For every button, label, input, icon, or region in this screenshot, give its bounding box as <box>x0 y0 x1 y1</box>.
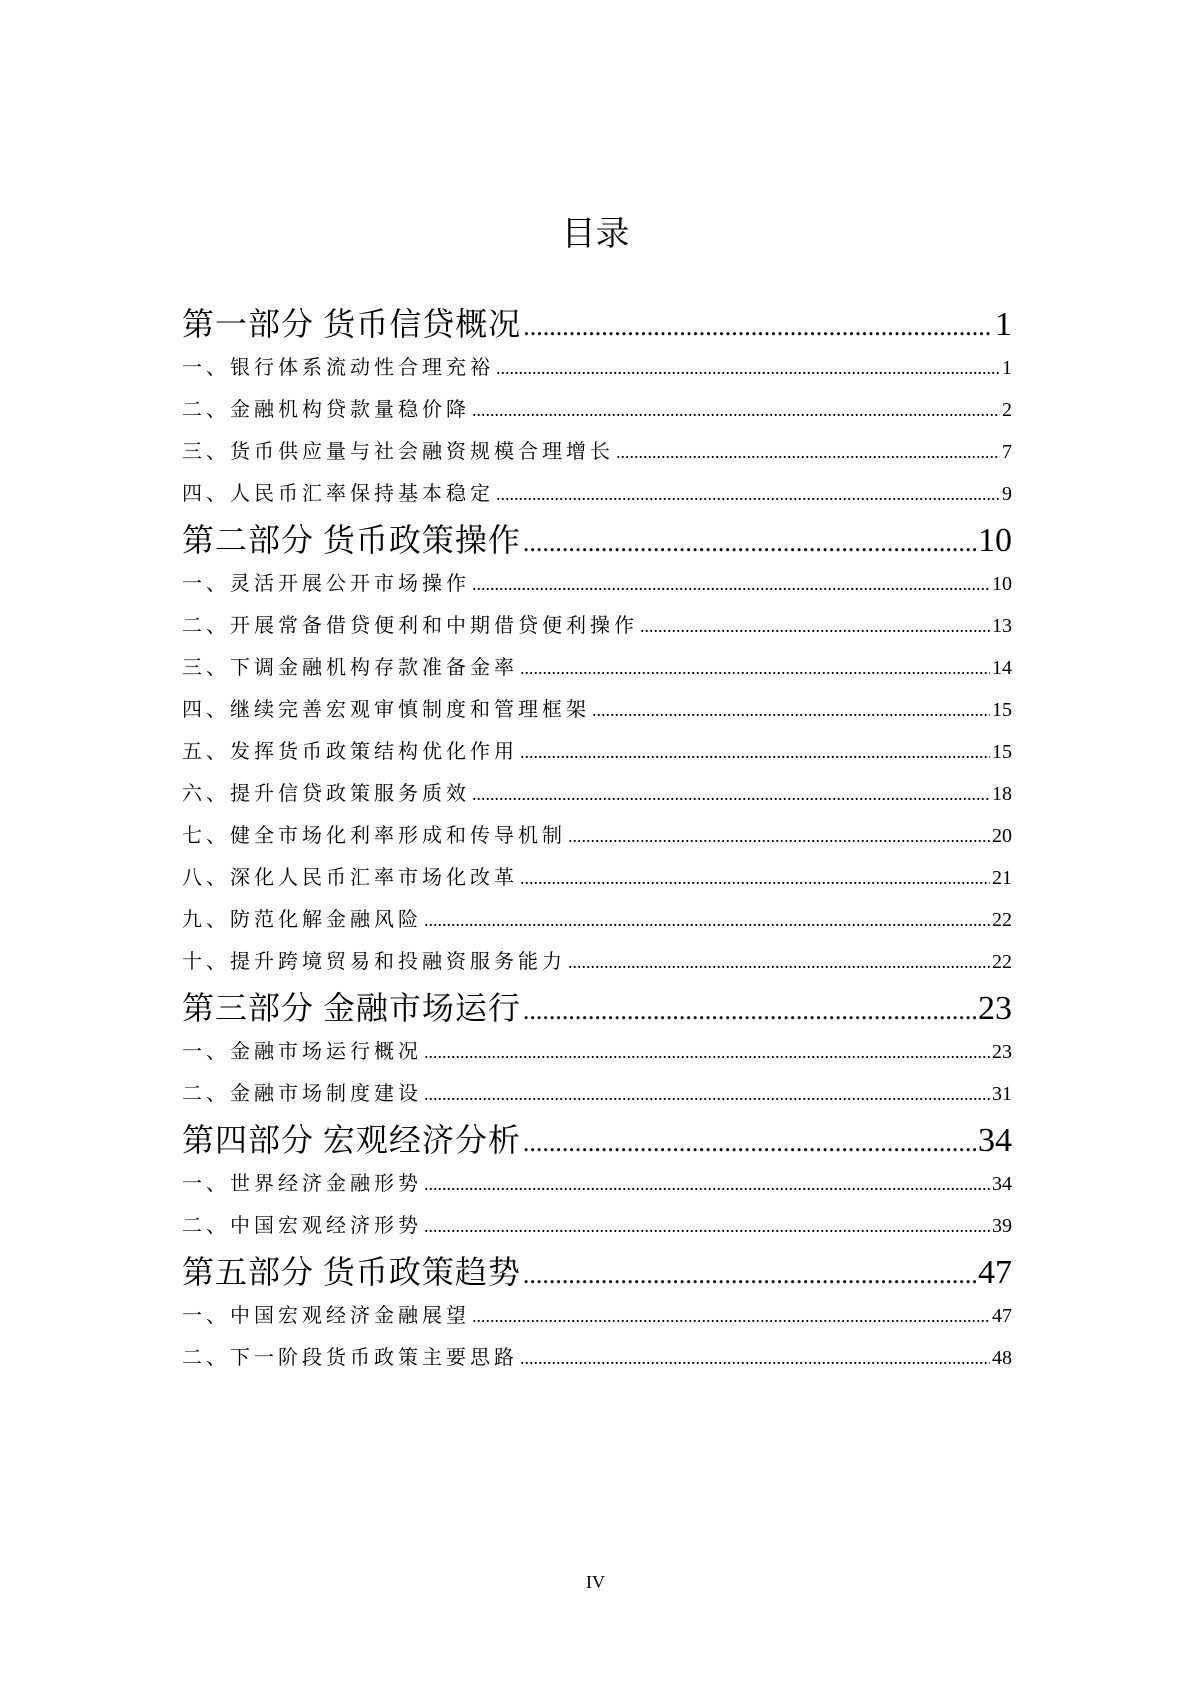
dot-leader <box>523 989 976 1033</box>
section-page-number: 15 <box>992 741 1012 763</box>
toc-section[interactable] <box>182 688 1012 730</box>
dot-leader <box>472 389 1000 431</box>
section-page-number: 34 <box>992 1173 1012 1195</box>
dot-leader <box>472 1295 990 1337</box>
dot-leader <box>520 857 990 899</box>
dot-leader <box>523 1121 976 1165</box>
section-page-number: 15 <box>992 699 1012 721</box>
section-page-number: 21 <box>992 867 1012 889</box>
dot-leader <box>592 689 990 731</box>
section-label: 二、金融市场制度建设 <box>182 1081 422 1105</box>
section-label: 二、下一阶段货币政策主要思路 <box>182 1345 518 1369</box>
part-title: 货币政策操作 <box>322 521 521 559</box>
toc-part-2[interactable] <box>182 518 1012 562</box>
dot-leader <box>496 347 1000 389</box>
part-number: 第二部分 <box>182 521 315 559</box>
toc-section[interactable] <box>182 1162 1012 1204</box>
page-number-footer: IV <box>586 1572 605 1592</box>
page-title: 目录 <box>561 214 630 254</box>
section-page-number: 14 <box>992 657 1012 679</box>
dot-leader <box>424 1073 990 1115</box>
part-number: 第四部分 <box>182 1121 315 1159</box>
toc-part-3[interactable] <box>182 986 1012 1030</box>
section-page-number: 31 <box>992 1083 1012 1105</box>
section-label: 四、人民币汇率保持基本稳定 <box>182 481 494 505</box>
section-label: 一、中国宏观经济金融展望 <box>182 1303 470 1327</box>
dot-leader <box>496 473 1000 515</box>
dot-leader <box>523 521 976 565</box>
section-page-number: 10 <box>992 573 1012 595</box>
dot-leader <box>424 1031 990 1073</box>
dot-leader <box>424 1205 990 1247</box>
dot-leader <box>616 431 1000 473</box>
section-page-number: 2 <box>1002 399 1012 421</box>
dot-leader <box>520 731 990 773</box>
section-label: 一、世界经济金融形势 <box>182 1171 422 1195</box>
toc-section[interactable] <box>182 1336 1012 1378</box>
toc-part-1[interactable] <box>182 302 1012 346</box>
toc-section[interactable] <box>182 472 1012 514</box>
dot-leader <box>568 815 990 857</box>
toc-section[interactable] <box>182 562 1012 604</box>
part-page-number: 10 <box>978 522 1012 559</box>
section-page-number: 1 <box>1002 357 1012 379</box>
section-page-number: 47 <box>992 1305 1012 1327</box>
section-page-number: 39 <box>992 1215 1012 1237</box>
section-label: 一、金融市场运行概况 <box>182 1039 422 1063</box>
section-label: 九、防范化解金融风险 <box>182 907 422 931</box>
part-page-number: 23 <box>978 990 1012 1027</box>
dot-leader <box>520 647 990 689</box>
section-label: 五、发挥货币政策结构优化作用 <box>182 739 518 763</box>
toc-section[interactable] <box>182 646 1012 688</box>
dot-leader <box>424 899 990 941</box>
part-title: 宏观经济分析 <box>322 1121 521 1159</box>
toc-section[interactable] <box>182 856 1012 898</box>
toc-section[interactable] <box>182 814 1012 856</box>
section-label: 七、健全市场化利率形成和传导机制 <box>182 823 566 847</box>
toc-section[interactable] <box>182 346 1012 388</box>
section-page-number: 9 <box>1002 483 1012 505</box>
part-page-number: 47 <box>978 1254 1012 1291</box>
section-page-number: 23 <box>992 1041 1012 1063</box>
dot-leader <box>424 1163 990 1205</box>
section-label: 八、深化人民币汇率市场化改革 <box>182 865 518 889</box>
toc-section[interactable] <box>182 772 1012 814</box>
toc-section[interactable] <box>182 1030 1012 1072</box>
section-label: 二、中国宏观经济形势 <box>182 1213 422 1237</box>
dot-leader <box>523 305 993 349</box>
part-number: 第五部分 <box>182 1253 315 1291</box>
part-title: 金融市场运行 <box>322 989 521 1027</box>
toc-section[interactable] <box>182 430 1012 472</box>
part-number: 第一部分 <box>182 305 315 343</box>
dot-leader <box>472 563 990 605</box>
dot-leader <box>640 605 990 647</box>
toc-section[interactable] <box>182 388 1012 430</box>
toc-section[interactable] <box>182 730 1012 772</box>
toc-section[interactable] <box>182 898 1012 940</box>
toc-section[interactable] <box>182 1294 1012 1336</box>
section-label: 二、开展常备借贷便利和中期借贷便利操作 <box>182 613 638 637</box>
dot-leader <box>568 941 990 983</box>
toc-section[interactable] <box>182 1072 1012 1114</box>
part-page-number: 1 <box>995 306 1012 343</box>
section-page-number: 48 <box>992 1347 1012 1369</box>
table-of-contents <box>182 298 1012 1378</box>
section-label: 十、提升跨境贸易和投融资服务能力 <box>182 949 566 973</box>
section-page-number: 18 <box>992 783 1012 805</box>
toc-section[interactable] <box>182 940 1012 982</box>
toc-section[interactable] <box>182 1204 1012 1246</box>
section-page-number: 22 <box>992 909 1012 931</box>
section-page-number: 7 <box>1002 441 1012 463</box>
dot-leader <box>523 1253 976 1297</box>
part-title: 货币政策趋势 <box>322 1253 521 1291</box>
section-label: 三、下调金融机构存款准备金率 <box>182 655 518 679</box>
section-label: 二、金融机构贷款量稳价降 <box>182 397 470 421</box>
section-label: 一、银行体系流动性合理充裕 <box>182 355 494 379</box>
section-label: 三、货币供应量与社会融资规模合理增长 <box>182 439 614 463</box>
part-title: 货币信贷概况 <box>323 305 522 343</box>
dot-leader <box>520 1337 990 1379</box>
section-label: 一、灵活开展公开市场操作 <box>182 571 470 595</box>
section-label: 六、提升信贷政策服务质效 <box>182 781 470 805</box>
toc-section[interactable] <box>182 604 1012 646</box>
toc-part-5[interactable] <box>182 1250 1012 1294</box>
part-page-number: 34 <box>978 1122 1012 1159</box>
toc-part-4[interactable] <box>182 1118 1012 1162</box>
section-page-number: 20 <box>992 825 1012 847</box>
dot-leader <box>472 773 990 815</box>
part-number: 第三部分 <box>182 989 315 1027</box>
section-label: 四、继续完善宏观审慎制度和管理框架 <box>182 697 590 721</box>
section-page-number: 22 <box>992 951 1012 973</box>
section-page-number: 13 <box>992 615 1012 637</box>
